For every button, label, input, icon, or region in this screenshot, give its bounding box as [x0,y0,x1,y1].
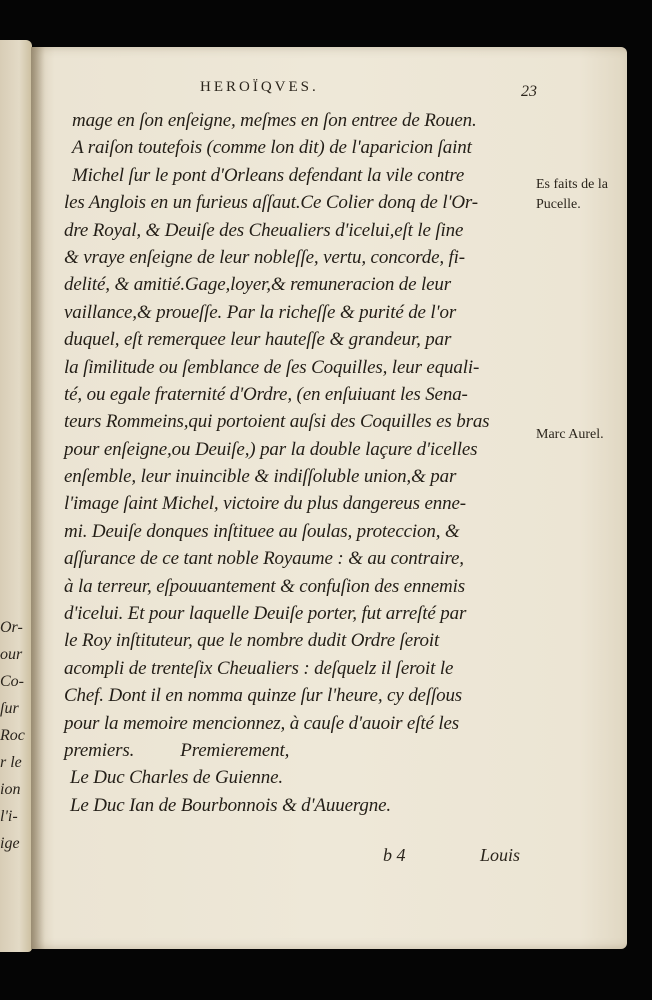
text-line: A raiſon toutefois (comme lon dit) de l'aparicion ſaint [72,137,472,159]
text-line: delité, & amitié.Gage,loyer,& remuneracion de leur [64,274,452,296]
text-line: pour enſeigne,ou Deuiſe,) par la double laçure d'icelles [64,438,478,460]
facing-page-fragment: ion [0,781,21,798]
catchword: Louis [480,845,521,865]
text-line: teurs Rommeins,qui portoient auſsi des Coquilles es bras [64,411,490,433]
text-line: premiers. Premierement, [64,739,290,761]
text-line: & vraye enſeigne de leur nobleſſe, vertu, concorde, fi- [64,246,465,268]
text-line: les Anglois en un furieus aſſaut.Ce Colier donq de l'Or- [64,192,478,214]
text-line: Le Duc Charles de Guienne. [70,767,283,789]
text-line: vaillance,& proueſſe. Par la richeſſe & purité de l'or [64,301,457,323]
body-text [64,107,530,819]
margin-note-line: Es faits de la [536,177,608,192]
facing-page-edge [0,40,32,952]
facing-page-fragment: our [0,646,23,663]
facing-page-fragment: l'i- [0,808,18,825]
facing-page-fragment: r le [0,754,22,771]
text-line: à la terreur, eſpouuantement & confuſion des ennemis [64,575,465,597]
margin-note-line: Pucelle. [536,197,581,212]
facing-page-fragment: ſur [0,700,19,717]
gutter-shadow [31,47,45,949]
text-line: Michel ſur le pont d'Orleans defendant la vile contre [72,164,465,186]
margin-note-line: Marc Aurel. [536,427,604,442]
facing-page-fragment: ige [0,835,20,852]
margin-note-marc-aurel [536,425,604,445]
text-line: mage en ſon enſeigne, meſmes en ſon entree de Rouen. [72,110,477,131]
page-number: 23 [521,83,537,100]
text-line: la ſimilitude ou ſemblance de ſes Coquilles, leur equali- [64,356,480,378]
text-line: té, ou egale fraternité d'Ordre, (en enſuiuant les Sena- [64,383,468,405]
text-line: acompli de trenteſix Cheualiers : deſquelz il ſeroit le [64,657,454,679]
margin-note-pucelle [536,175,608,215]
text-line: pour la memoire mencionnez, à cauſe d'auoir eſté les [64,712,460,734]
signature-mark: b 4 [383,845,406,865]
facing-page-fragment: Or- [0,619,23,636]
text-line: Le Duc Ian de Bourbonnois & d'Auuergne. [70,794,391,816]
text-line: mi. Deuiſe donques inſtituee au ſoulas, proteccion, & [64,520,460,542]
facing-page-fragment: Roc [0,727,25,744]
text-line: dre Royal, & Deuiſe des Cheualiers d'icelui,eſt le ſine [64,219,464,241]
text-line: aſſurance de ce tant noble Royaume : & au contraire, [64,548,464,570]
text-line: le Roy inſtituteur, que le nombre dudit Ordre ſeroit [64,630,440,652]
text-line: duquel, eſt remerquee leur hauteſſe & grandeur, par [64,329,452,351]
running-head: HEROÏQVES. [200,79,319,95]
text-line: enſemble, leur inuincible & indiſſoluble union,& par [64,466,457,488]
text-line: d'icelui. Et pour laquelle Deuiſe porter, fut arreſté par [64,603,467,625]
facing-page-fragment: Co- [0,673,24,690]
text-line: l'image ſaint Michel, victoire du plus dangereus enne- [64,493,466,515]
text-line: Chef. Dont il en nomma quinze ſur l'heure, cy deſſous [64,685,463,707]
